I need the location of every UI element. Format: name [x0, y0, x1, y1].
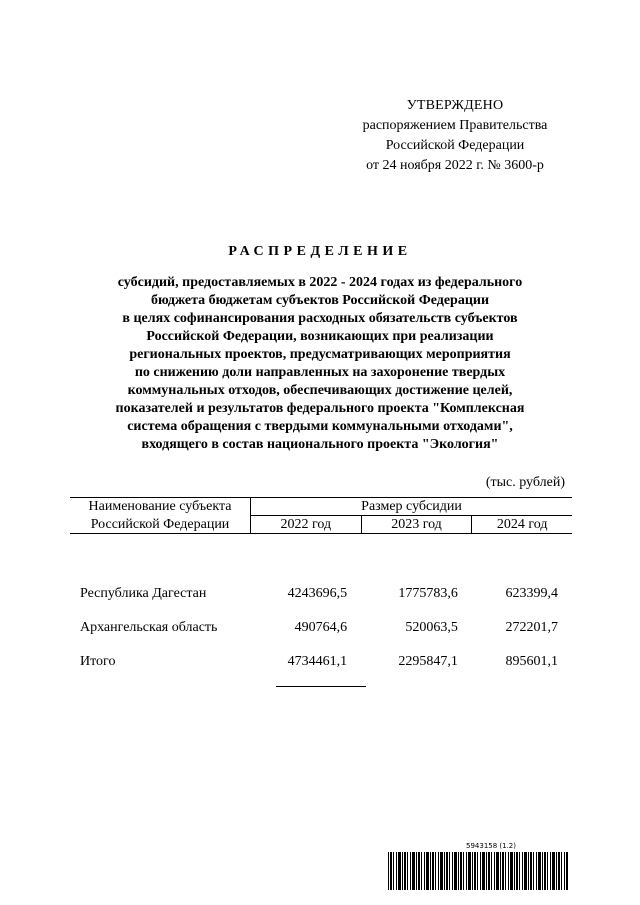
- barcode-icon: [388, 852, 568, 890]
- name-header-2: Российской Федерации: [70, 516, 251, 534]
- subsidy-table: [70, 497, 572, 670]
- size-header: Размер субсидии: [251, 498, 573, 516]
- approval-date: от 24 ноября 2022 г. № 3600-р: [366, 158, 544, 173]
- total-2023: 2295847,1: [398, 654, 458, 669]
- subtitle-line: система обращения с твердыми коммунальными отходами",: [127, 419, 513, 434]
- value-2022: 4243696,5: [287, 586, 348, 601]
- approval-heading: УТВЕРЖДЕНО: [406, 98, 504, 113]
- year-header-2022: 2022 год: [251, 516, 362, 534]
- barcode-number: 5943158 (1.2): [466, 842, 516, 850]
- subtitle-line: региональных проектов, предусматривающих мероприятия: [129, 347, 511, 362]
- value-2024: 623399,4: [505, 586, 558, 601]
- total-2024: 895601,1: [505, 654, 558, 669]
- name-header-1: Наименование субъекта: [70, 498, 251, 516]
- value-2022: 490764,6: [294, 620, 348, 635]
- end-divider: [276, 686, 366, 687]
- table-row: [70, 568, 572, 602]
- approval-line: Российской Федерации: [385, 138, 525, 153]
- region-name: Республика Дагестан: [80, 586, 207, 601]
- subtitle-line: Российской Федерации, возникающих при реализации: [146, 329, 494, 344]
- subtitle-line: показателей и результатов федерального проекта "Комплексная: [115, 401, 525, 416]
- year-header-2023: 2023 год: [361, 516, 472, 534]
- document-title: РАСПРЕДЕЛЕНИЕ: [228, 244, 412, 259]
- document-heading: [70, 244, 570, 454]
- table-row: [70, 636, 572, 670]
- units-label: (тыс. рублей): [485, 475, 565, 490]
- value-2024: 272201,7: [505, 620, 558, 635]
- approval-line: распоряжением Правительства: [362, 118, 548, 133]
- subtitle-line: в целях софинансирования расходных обязательств субъектов: [122, 311, 518, 326]
- subtitle-line: входящего в состав национального проекта "Экология": [141, 437, 499, 452]
- subtitle-line: по снижению доли направленных на захоронение твердых: [134, 365, 506, 380]
- approval-stamp: [340, 96, 570, 176]
- year-header-2024: 2024 год: [496, 517, 548, 532]
- subtitle-line: бюджета бюджетам субъектов Российской Федерации: [150, 293, 490, 308]
- region-name: Архангельская область: [80, 620, 218, 635]
- table-row: [70, 602, 572, 636]
- value-2023: 520063,5: [405, 620, 458, 635]
- barcode-block: [388, 842, 568, 892]
- total-2022: 4734461,1: [287, 654, 348, 669]
- document-subtitle: [70, 274, 570, 454]
- total-label: Итого: [80, 654, 116, 669]
- value-2023: 1775783,6: [398, 586, 458, 601]
- subtitle-line: коммунальных отходов, обеспечивающих достижение целей,: [127, 383, 513, 398]
- subtitle-line: субсидий, предоставляемых в 2022 - 2024 годах из федерального: [117, 275, 523, 290]
